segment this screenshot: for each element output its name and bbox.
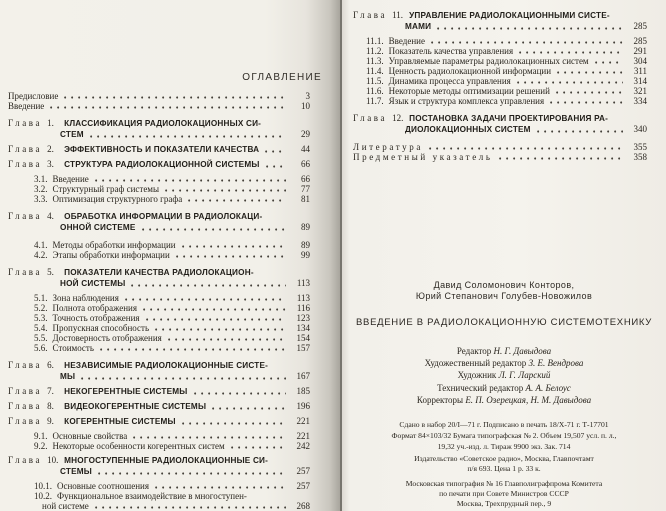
toc-label: Предметный указатель bbox=[353, 152, 493, 162]
chapter-word: Глава bbox=[8, 360, 43, 370]
toc-entry bbox=[34, 491, 310, 511]
toc-entry bbox=[34, 313, 310, 323]
chapter-title-continuation: СТЕМЫ bbox=[60, 467, 93, 476]
section-title: Основные свойства bbox=[52, 431, 128, 441]
section-title: Достоверность отображения bbox=[52, 333, 162, 343]
toc-page-number: 285 bbox=[633, 36, 647, 46]
section-number: 11.7. bbox=[366, 96, 384, 106]
toc-entry bbox=[34, 293, 310, 303]
section-title: Язык и структура комплекса управления bbox=[388, 96, 545, 106]
credit-line bbox=[342, 394, 666, 406]
toc-page-number: 358 bbox=[633, 152, 647, 162]
chapter-word: Глава bbox=[8, 416, 43, 426]
toc-entry bbox=[8, 455, 310, 477]
toc-entry bbox=[8, 91, 310, 101]
chapter-number: 10. bbox=[47, 455, 59, 465]
section-number: 11.6. bbox=[366, 86, 384, 96]
chapter-title-continuation: МЫ bbox=[60, 372, 76, 381]
section-number: 3.1. bbox=[34, 174, 48, 184]
credit-role: Редактор bbox=[456, 346, 494, 356]
credit-line bbox=[342, 382, 666, 394]
section-title-continuation: ной системе bbox=[42, 501, 89, 511]
toc-entry bbox=[8, 386, 310, 397]
dot-leader bbox=[95, 179, 286, 182]
toc-page-number: 66 bbox=[301, 174, 310, 184]
toc-page-number: 334 bbox=[633, 96, 647, 106]
chapter-number: 2. bbox=[47, 144, 54, 154]
imprint-line: 19,32 уч.-изд. л. Тираж 9900 экз. Зак. 714 bbox=[437, 442, 571, 452]
toc-page-number: 113 bbox=[296, 293, 310, 303]
dot-leader bbox=[550, 101, 623, 104]
section-number: 11.3. bbox=[366, 56, 384, 66]
chapter-number: 7. bbox=[47, 386, 54, 396]
dot-leader bbox=[188, 199, 286, 202]
author-line: Давид Соломонович Конторов, bbox=[433, 280, 575, 290]
dot-leader bbox=[133, 436, 286, 439]
dot-leader bbox=[95, 506, 286, 509]
toc-entry bbox=[366, 76, 647, 86]
printer-block bbox=[342, 479, 666, 509]
book-title: ВВЕДЕНИЕ В РАДИОЛОКАЦИОННУЮ СИСТЕМОТЕХНИКУ bbox=[356, 317, 652, 328]
toc-page-number: 268 bbox=[296, 501, 310, 511]
printer-line: Московская типография № 16 Главполиграфпрома Комитета bbox=[405, 479, 603, 489]
credits-block bbox=[342, 345, 666, 406]
credit-role: Художник bbox=[457, 370, 499, 381]
dot-leader bbox=[168, 338, 286, 341]
chapter-word: Глава bbox=[8, 386, 43, 396]
toc-page-number: 196 bbox=[296, 401, 310, 411]
imprint-block bbox=[342, 419, 666, 452]
toc-entry bbox=[34, 481, 310, 491]
section-title: Методы обработки информации bbox=[52, 240, 176, 250]
section-number: 4.2. bbox=[34, 250, 48, 260]
toc-entry bbox=[353, 142, 647, 152]
toc-entry bbox=[366, 36, 647, 46]
section-title: Введение bbox=[52, 174, 89, 184]
toc-entry bbox=[8, 401, 310, 412]
toc-page-number: 304 bbox=[633, 56, 647, 66]
section-number: 5.2. bbox=[34, 303, 48, 313]
toc-entry bbox=[353, 10, 647, 32]
toc-entry bbox=[8, 144, 310, 155]
toc-entry bbox=[353, 113, 647, 135]
chapter-word: Глава bbox=[8, 267, 43, 277]
toc-entry bbox=[8, 159, 310, 170]
chapter-title: МНОГОСТУПЕННЫЕ РАДИОЛОКАЦИОННЫЕ СИ- bbox=[64, 456, 269, 465]
dot-leader bbox=[231, 446, 286, 449]
dot-leader bbox=[155, 328, 286, 331]
section-title: Полнота отображения bbox=[52, 303, 137, 313]
section-number: 5.3. bbox=[34, 313, 48, 323]
section-number: 5.1. bbox=[34, 293, 48, 303]
dot-leader bbox=[182, 422, 286, 425]
toc-page-number: 10 bbox=[301, 101, 310, 111]
toc-entry bbox=[34, 184, 310, 194]
toc-entry bbox=[366, 56, 647, 66]
dot-leader bbox=[499, 157, 623, 160]
toc-page-number: 154 bbox=[296, 333, 310, 343]
toc-page-number: 291 bbox=[633, 46, 647, 56]
chapter-number: 3. bbox=[47, 159, 54, 169]
section-title: Показатель качества управления bbox=[388, 46, 514, 56]
toc-entry bbox=[366, 46, 647, 56]
toc-label: Литература bbox=[353, 142, 423, 152]
author-line: Юрий Степанович Голубев-Новожилов bbox=[415, 291, 593, 301]
toc-entry bbox=[34, 323, 310, 333]
toc-page-number: 44 bbox=[301, 144, 310, 154]
section-number: 5.5. bbox=[34, 333, 48, 343]
chapter-number: 9. bbox=[47, 416, 54, 426]
section-title: Зона наблюдения bbox=[52, 293, 119, 303]
toc-page-number: 340 bbox=[633, 124, 647, 134]
dot-leader bbox=[437, 27, 623, 30]
imprint-line: Сдано в набор 20/I—71 г. Подписано в печать 18/X-71 г. Т-17701 bbox=[399, 420, 609, 430]
toc-page-number: 257 bbox=[296, 481, 310, 491]
printer-line: по печати при Совете Министров СССР bbox=[439, 489, 569, 499]
credit-line bbox=[342, 345, 666, 357]
dot-leader bbox=[537, 130, 623, 133]
authors-block bbox=[342, 280, 666, 302]
chapter-title: ОБРАБОТКА ИНФОРМАЦИИ В РАДИОЛОКАЦИ- bbox=[64, 212, 263, 221]
section-title: Динамика процесса управления bbox=[388, 76, 511, 86]
toc-entry bbox=[8, 118, 310, 140]
credit-name: Л. Г. Ларский bbox=[498, 370, 551, 381]
credit-role: Корректоры bbox=[416, 394, 466, 405]
toc-left-column bbox=[8, 91, 310, 511]
toc-entry bbox=[34, 174, 310, 184]
chapter-title: УПРАВЛЕНИЕ РАДИОЛОКАЦИОННЫМИ СИСТЕ- bbox=[409, 11, 610, 20]
section-number: 10.2. bbox=[34, 491, 52, 501]
credit-line bbox=[342, 357, 666, 369]
dot-leader bbox=[517, 81, 623, 84]
chapter-word: Глава bbox=[353, 10, 388, 20]
toc-entry bbox=[366, 66, 647, 76]
credit-role: Технический редактор bbox=[437, 382, 526, 393]
toc-page-number: 134 bbox=[296, 323, 310, 333]
toc-page-number: 285 bbox=[633, 21, 647, 31]
section-title: Этапы обработки информации bbox=[52, 250, 170, 260]
section-title: Управляемые параметры радиолокационных систем bbox=[388, 56, 589, 66]
chapter-title: ВИДЕОКОГЕРЕНТНЫЕ СИСТЕМЫ bbox=[64, 402, 207, 411]
chapter-title: ПОСТАНОВКА ЗАДАЧИ ПРОЕКТИРОВАНИЯ РА- bbox=[409, 114, 609, 123]
dot-leader bbox=[165, 189, 286, 192]
toc-entry bbox=[34, 431, 310, 441]
toc-header: ОГЛАВЛЕНИЕ bbox=[242, 72, 322, 83]
credit-role: Художественный редактор bbox=[424, 358, 529, 369]
chapter-word: Глава bbox=[8, 159, 43, 169]
dot-leader bbox=[429, 147, 623, 150]
toc-label: Предисловие bbox=[8, 91, 59, 101]
toc-label: Введение bbox=[8, 101, 45, 111]
toc-right-column bbox=[353, 10, 647, 162]
right-page bbox=[342, 0, 666, 511]
dot-leader bbox=[557, 71, 623, 74]
dot-leader bbox=[266, 165, 286, 168]
section-title: Точность отображения bbox=[52, 313, 140, 323]
chapter-number: 11. bbox=[392, 10, 404, 20]
section-number: 11.5. bbox=[366, 76, 384, 86]
section-number: 11.2. bbox=[366, 46, 384, 56]
chapter-title: НЕКОГЕРЕНТНЫЕ СИСТЕМЫ bbox=[64, 387, 188, 396]
dot-leader bbox=[100, 348, 286, 351]
dot-leader bbox=[595, 61, 623, 64]
toc-entry bbox=[34, 441, 310, 451]
chapter-title: НЕЗАВИСИМЫЕ РАДИОЛОКАЦИОННЫЕ СИСТЕ- bbox=[64, 361, 269, 370]
credit-name: Е. П. Озерецкая, Н. М. Давыдова bbox=[465, 394, 592, 405]
section-number: 5.4. bbox=[34, 323, 48, 333]
section-title: Пропускная способность bbox=[52, 323, 150, 333]
printer-line: Москва, Трехпрудный пер., 9 bbox=[456, 499, 552, 509]
chapter-number: 1. bbox=[47, 118, 54, 128]
colophon bbox=[342, 280, 666, 509]
toc-entry bbox=[8, 267, 310, 289]
dot-leader bbox=[265, 150, 286, 153]
chapter-title-continuation: ОННОЙ СИСТЕМЕ bbox=[60, 223, 136, 232]
dot-leader bbox=[194, 392, 287, 395]
toc-page-number: 77 bbox=[301, 184, 310, 194]
toc-entry bbox=[34, 303, 310, 313]
credit-name: А. А. Белоус bbox=[525, 382, 571, 393]
chapter-title-continuation: НОЙ СИСТЕМЫ bbox=[60, 279, 126, 288]
toc-page-number: 89 bbox=[301, 240, 310, 250]
toc-page-number: 221 bbox=[296, 416, 310, 426]
toc-page-number: 116 bbox=[296, 303, 310, 313]
section-number: 10.1. bbox=[34, 481, 52, 491]
chapter-title: ЭФФЕКТИВНОСТЬ И ПОКАЗАТЕЛИ КАЧЕСТВА bbox=[64, 145, 260, 154]
chapter-title-continuation: СТЕМ bbox=[60, 130, 84, 139]
toc-page-number: 257 bbox=[296, 466, 310, 476]
toc-entry bbox=[366, 96, 647, 106]
chapter-title-continuation: МАМИ bbox=[405, 22, 432, 31]
toc-entry bbox=[366, 86, 647, 96]
dot-leader bbox=[142, 228, 286, 231]
toc-page-number: 123 bbox=[296, 313, 310, 323]
toc-page-number: 113 bbox=[296, 278, 310, 288]
section-title: Некоторые особенности когерентных систем bbox=[52, 441, 225, 451]
section-title: Функциональное взаимодействие в многоступен- bbox=[57, 491, 247, 501]
toc-page-number: 66 bbox=[301, 159, 310, 169]
chapter-title: КОГЕРЕНТНЫЕ СИСТЕМЫ bbox=[64, 417, 176, 426]
chapter-word: Глава bbox=[8, 118, 43, 128]
toc-entry bbox=[8, 211, 310, 233]
dot-leader bbox=[81, 377, 286, 380]
dot-leader bbox=[98, 472, 286, 475]
credit-line bbox=[342, 369, 666, 381]
section-title: Оптимизация структурного графа bbox=[52, 194, 183, 204]
dot-leader bbox=[519, 51, 623, 54]
chapter-word: Глава bbox=[8, 401, 43, 411]
section-title: Структурный граф системы bbox=[52, 184, 160, 194]
publisher-line: Издательство «Советское радио», Москва, Главпочтамт bbox=[414, 454, 594, 464]
dot-leader bbox=[131, 284, 286, 287]
section-title: Ценность радиолокационной информации bbox=[388, 66, 552, 76]
section-number: 5.6. bbox=[34, 343, 48, 353]
section-title: Некоторые методы оптимизации решений bbox=[388, 86, 550, 96]
dot-leader bbox=[176, 255, 286, 258]
chapter-word: Глава bbox=[8, 211, 43, 221]
chapter-number: 12. bbox=[392, 113, 404, 123]
section-number: 11.4. bbox=[366, 66, 384, 76]
section-number: 9.2. bbox=[34, 441, 48, 451]
dot-leader bbox=[182, 245, 286, 248]
chapter-number: 8. bbox=[47, 401, 54, 411]
dot-leader bbox=[90, 135, 286, 138]
chapter-word: Глава bbox=[353, 113, 388, 123]
chapter-word: Глава bbox=[8, 455, 43, 465]
imprint-line: Формат 84×103/32 Бумага типографская № 2. Объем 19,507 усл. п. л., bbox=[391, 431, 617, 441]
toc-page-number: 221 bbox=[296, 431, 310, 441]
dot-leader bbox=[431, 41, 623, 44]
toc-entry bbox=[353, 152, 647, 162]
dot-leader bbox=[125, 298, 286, 301]
chapter-word: Глава bbox=[8, 144, 43, 154]
toc-entry bbox=[34, 343, 310, 353]
dot-leader bbox=[556, 91, 623, 94]
chapter-title: КЛАССИФИКАЦИЯ РАДИОЛОКАЦИОННЫХ СИ- bbox=[64, 119, 262, 128]
toc-page-number: 185 bbox=[296, 386, 310, 396]
toc-entry bbox=[8, 101, 310, 111]
chapter-number: 6. bbox=[47, 360, 54, 370]
toc-page-number: 355 bbox=[633, 142, 647, 152]
publisher-line: п/я 693. Цена 1 р. 33 к. bbox=[467, 464, 541, 474]
toc-entry bbox=[34, 240, 310, 250]
dot-leader bbox=[155, 486, 286, 489]
toc-page-number: 29 bbox=[301, 129, 310, 139]
toc-page-number: 3 bbox=[305, 91, 310, 101]
section-number: 3.2. bbox=[34, 184, 48, 194]
section-number: 9.1. bbox=[34, 431, 48, 441]
section-title: Введение bbox=[388, 36, 425, 46]
toc-page-number: 157 bbox=[296, 343, 310, 353]
section-title: Основные соотношения bbox=[57, 481, 149, 491]
publisher-block bbox=[342, 454, 666, 474]
chapter-title: СТРУКТУРА РАДИОЛОКАЦИОННОЙ СИСТЕМЫ bbox=[64, 160, 260, 169]
dot-leader bbox=[50, 106, 286, 109]
chapter-title: ПОКАЗАТЕЛИ КАЧЕСТВА РАДИОЛОКАЦИОН- bbox=[64, 268, 254, 277]
toc-entry bbox=[34, 333, 310, 343]
toc-page-number: 242 bbox=[296, 441, 310, 451]
toc-entry bbox=[8, 360, 310, 382]
credit-name: Н. Г. Давыдова bbox=[493, 346, 552, 356]
toc-entry bbox=[34, 250, 310, 260]
section-title: Стоимость bbox=[52, 343, 94, 353]
dot-leader bbox=[212, 407, 286, 410]
dot-leader bbox=[64, 96, 286, 99]
toc-page-number: 81 bbox=[301, 194, 310, 204]
section-number: 4.1. bbox=[34, 240, 48, 250]
chapter-title-continuation: ДИОЛОКАЦИОННЫХ СИСТЕМ bbox=[405, 125, 531, 134]
toc-page-number: 311 bbox=[633, 66, 647, 76]
toc-page-number: 99 bbox=[301, 250, 310, 260]
toc-page-number: 314 bbox=[633, 76, 647, 86]
section-number: 3.3. bbox=[34, 194, 48, 204]
chapter-number: 4. bbox=[47, 211, 54, 221]
dot-leader bbox=[143, 308, 286, 311]
toc-entry bbox=[34, 194, 310, 204]
chapter-number: 5. bbox=[47, 267, 54, 277]
credit-name: З. Е. Вендрова bbox=[528, 358, 584, 369]
toc-page-number: 89 bbox=[301, 222, 310, 232]
section-number: 11.1. bbox=[366, 36, 384, 46]
toc-page-number: 167 bbox=[296, 371, 310, 381]
toc-page-number: 321 bbox=[633, 86, 647, 96]
dot-leader bbox=[146, 318, 286, 321]
toc-entry bbox=[8, 416, 310, 427]
